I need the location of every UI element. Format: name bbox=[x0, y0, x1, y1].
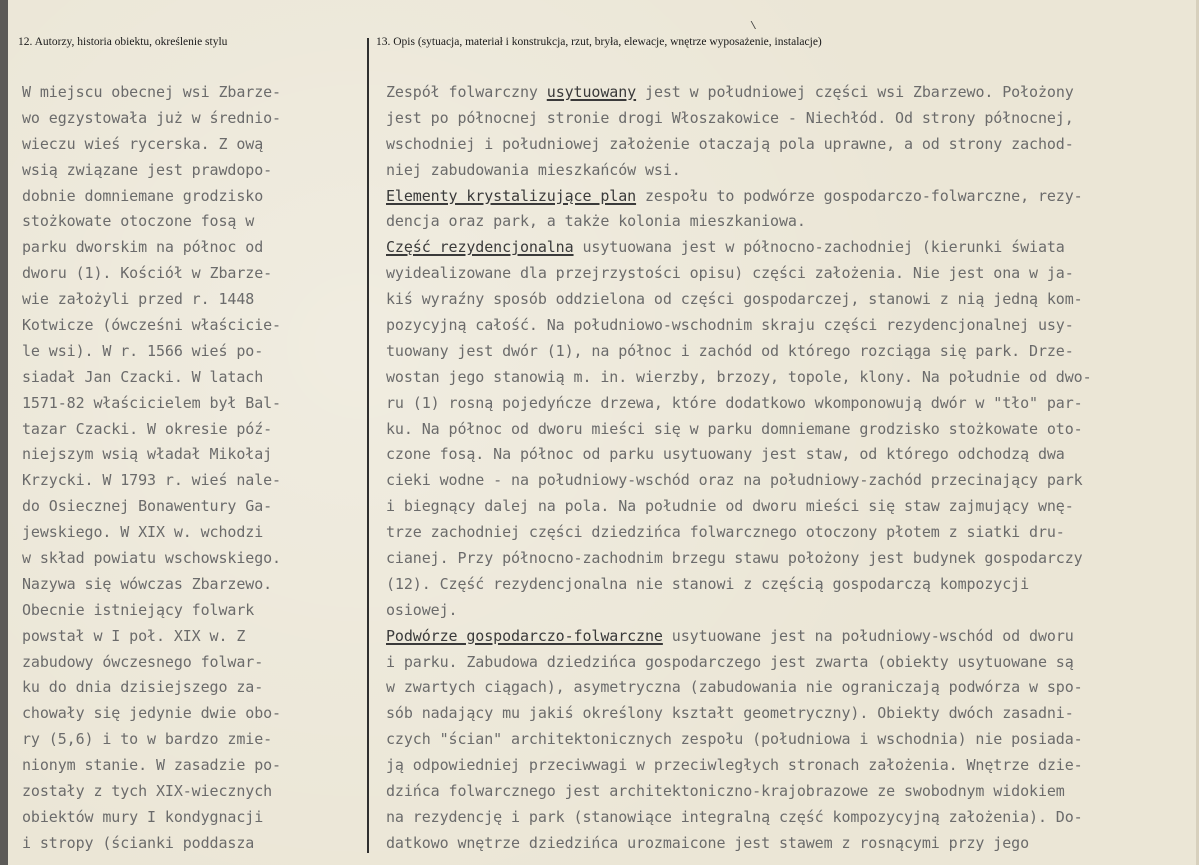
text-line: siadał Jan Czacki. W latach bbox=[22, 367, 264, 386]
line-text: jest po północnej stronie drogi Włoszakowice - Niechłód. Od strony północnej, bbox=[386, 108, 1074, 127]
text-line bbox=[386, 701, 1186, 727]
text-line bbox=[386, 106, 1186, 132]
line-text: czone fosą. Na północ od parku usytuowany jest staw, od którego odchodzą dwa bbox=[386, 445, 1065, 464]
line-text: tuowany jest dwór (1), na północ i zachód od którego rozciąga się park. Drze- bbox=[386, 341, 1074, 360]
text-line bbox=[386, 494, 1186, 520]
text-line bbox=[386, 546, 1186, 572]
line-text: zespołu to podwórze gospodarczo-folwarczne, rezy- bbox=[636, 186, 1083, 205]
line-text: dencja oraz park, a także kolonia mieszkaniowa. bbox=[386, 212, 806, 231]
line-text: na rezydencję i park (stanowiące integralną część kompozycyjną założenia). Do- bbox=[386, 807, 1083, 826]
text-line bbox=[386, 805, 1186, 831]
text-line bbox=[386, 235, 1186, 261]
history-column bbox=[22, 80, 362, 857]
text-line: zabudowy ówczesnego folwar- bbox=[22, 652, 264, 671]
text-line bbox=[386, 468, 1186, 494]
line-text: kiś wyraźny sposób oddzielona od części gospodarczej, stanowi z nią jedną kom- bbox=[386, 290, 1083, 309]
underlined-subheading: Część rezydencjonalna bbox=[386, 238, 574, 257]
line-text: ku. Na północ od dworu mieści się w parku domniemane grodzisko stożkowate oto- bbox=[386, 419, 1083, 438]
text-line: wie założyli przed r. 1448 bbox=[22, 290, 255, 309]
line-text: sób nadający mu jakiś określony kształt geometryczny). Obiekty dwóch zasadni- bbox=[386, 704, 1074, 723]
text-line: do Osiecznej Bonawentury Ga- bbox=[22, 497, 273, 516]
text-line: w skład powiatu wschowskiego. bbox=[22, 549, 281, 568]
section-12-heading: 12. Autorzy, historia obiektu, określenie stylu bbox=[18, 36, 228, 48]
line-text: dzińca folwarcznego jest architektoniczno-krajobrazowe ze swobodnym widokiem bbox=[386, 782, 1065, 801]
text-line bbox=[386, 753, 1186, 779]
text-line bbox=[386, 80, 1186, 106]
column-divider bbox=[367, 38, 369, 853]
text-line bbox=[386, 675, 1186, 701]
underlined-subheading: Podwórze gospodarczo-folwarczne bbox=[386, 626, 663, 645]
text-line bbox=[386, 831, 1186, 857]
line-text: w zwartych ciągach), asymetryczna (zabudowania nie ograniczają podwórza w spo- bbox=[386, 678, 1083, 697]
line-text: usytuowana jest w północno-zachodniej (kierunki świata bbox=[573, 238, 1065, 257]
line-text: osiowej. bbox=[386, 600, 458, 619]
text-line: ry (5,6) i to w bardzo zmie- bbox=[22, 730, 273, 749]
text-line bbox=[386, 209, 1186, 235]
text-line: chowały się jedynie dwie obo- bbox=[22, 704, 281, 723]
text-line: wo egzystowała już w średnio- bbox=[22, 108, 281, 127]
text-line bbox=[386, 520, 1186, 546]
text-line: Kotwicze (ówcześni właścicie- bbox=[22, 316, 281, 335]
underlined-subheading: usytuowany bbox=[546, 83, 637, 101]
section-13-heading: 13. Opis (sytuacja, materiał i konstrukcja, rzut, bryła, elewacje, wnętrze wyposażenie, instalacje) bbox=[376, 36, 822, 48]
line-text: datkowo wnętrze dziedzińca urozmaicone jest stawem z rosnącymi przy jego bbox=[386, 833, 1030, 852]
text-line: nionym stanie. W zasadzie po- bbox=[22, 756, 281, 775]
text-line bbox=[386, 727, 1186, 753]
line-text: ru (1) rosną pojedyńcze drzewa, które dodatkowo wkomponowują dwór w "tło" par- bbox=[386, 393, 1083, 412]
text-line: obiektów mury I kondygnacji bbox=[22, 807, 264, 826]
text-line: parku dworskim na północ od bbox=[22, 238, 264, 257]
line-text: czych "ścian" architektonicznych zespołu (południowa i wschodnia) nie posiada- bbox=[386, 730, 1083, 749]
text-line bbox=[386, 158, 1186, 184]
line-text: jest w południowej części wsi Zbarzewo. Położony bbox=[636, 83, 1074, 101]
text-line: stożkowate otoczone fosą w bbox=[22, 212, 255, 231]
line-text: cieki wodne - na południowy-wschód oraz na południowy-zachód przecinający park bbox=[386, 471, 1083, 490]
line-text: ją odpowiedniej przeciwwagi w przeciwległych stronach założenia. Wnętrze dzie- bbox=[386, 756, 1083, 775]
text-line: Obecnie istniejący folwark bbox=[22, 600, 255, 619]
text-line: W miejscu obecnej wsi Zbarze- bbox=[22, 83, 281, 101]
text-line: tazar Czacki. W okresie póź- bbox=[22, 419, 273, 438]
text-line: wieczu wieś rycerska. Z ową bbox=[22, 134, 264, 153]
text-line bbox=[386, 572, 1186, 598]
binding-edge bbox=[0, 0, 8, 865]
text-line: dworu (1). Kościół w Zbarze- bbox=[22, 264, 273, 283]
text-line bbox=[386, 365, 1186, 391]
text-line: 1571-82 właścicielem był Bal- bbox=[22, 393, 281, 412]
line-text: wschodniej i południowej założenie otaczają pola uprawne, a od strony zachod- bbox=[386, 134, 1074, 153]
line-text: i biegnący dalej na pola. Na południe od dworu mieści się staw zajmujący wnę- bbox=[386, 497, 1074, 516]
underlined-subheading: Elementy krystalizujące plan bbox=[386, 186, 637, 205]
line-text: wostan jego stanowią m. in. wierzby, brzozy, topole, klony. Na południe od dwo- bbox=[386, 367, 1092, 386]
text-line bbox=[386, 261, 1186, 287]
text-line bbox=[386, 339, 1186, 365]
text-line: wsią związane jest prawdopo- bbox=[22, 160, 273, 179]
line-text: (12). Część rezydencjonalna nie stanowi z częścią gospodarczą kompozycji bbox=[386, 574, 1030, 593]
text-line bbox=[386, 313, 1186, 339]
text-line: ku do dnia dzisiejszego za- bbox=[22, 678, 264, 697]
text-line: dobnie domniemane grodzisko bbox=[22, 186, 264, 205]
text-line: powstał w I poł. XIX w. Z bbox=[22, 626, 246, 645]
text-line bbox=[386, 287, 1186, 313]
text-line bbox=[386, 650, 1186, 676]
line-text: trze zachodniej części dziedzińca folwarcznego otoczony płotem z siatki dru- bbox=[386, 523, 1065, 542]
line-text: wyidealizowane dla przejrzystości opisu) części założenia. Nie jest ona w ja- bbox=[386, 264, 1074, 283]
text-line bbox=[386, 442, 1186, 468]
text-line: Nazywa się wówczas Zbarzewo. bbox=[22, 574, 273, 593]
text-line: Krzycki. W 1793 r. wieś nale- bbox=[22, 471, 281, 490]
text-line bbox=[386, 184, 1186, 210]
line-text: i parku. Zabudowa dziedzińca gospodarczego jest zwarta (obiekty usytuowane są bbox=[386, 652, 1074, 671]
line-text: cianej. Przy północno-zachodnim brzegu stawu położony jest budynek gospodarczy bbox=[386, 549, 1083, 568]
text-line: jewskiego. W XIX w. wchodzi bbox=[22, 523, 264, 542]
text-line: niejszym wsią władał Mikołaj bbox=[22, 445, 273, 464]
text-line: i stropy (ścianki poddasza bbox=[22, 833, 255, 852]
text-line bbox=[386, 624, 1186, 650]
text-line bbox=[386, 779, 1186, 805]
line-text: niej zabudowania mieszkańców wsi. bbox=[386, 160, 681, 179]
line-text: usytuowane jest na południowy-wschód od dworu bbox=[662, 626, 1074, 645]
line-text: pozycyjną całość. Na południowo-wschodnim skraju części rezydencjonalnej usy- bbox=[386, 316, 1074, 335]
text-line: le wsi). W r. 1566 wieś po- bbox=[22, 341, 264, 360]
text-line: zostały z tych XIX-wiecznych bbox=[22, 782, 273, 801]
description-column bbox=[386, 80, 1186, 857]
line-text: Zespół folwarczny bbox=[386, 83, 547, 101]
text-line bbox=[386, 417, 1186, 443]
text-line bbox=[386, 598, 1186, 624]
pen-mark: \ bbox=[750, 21, 757, 33]
text-line bbox=[386, 132, 1186, 158]
text-line bbox=[386, 391, 1186, 417]
